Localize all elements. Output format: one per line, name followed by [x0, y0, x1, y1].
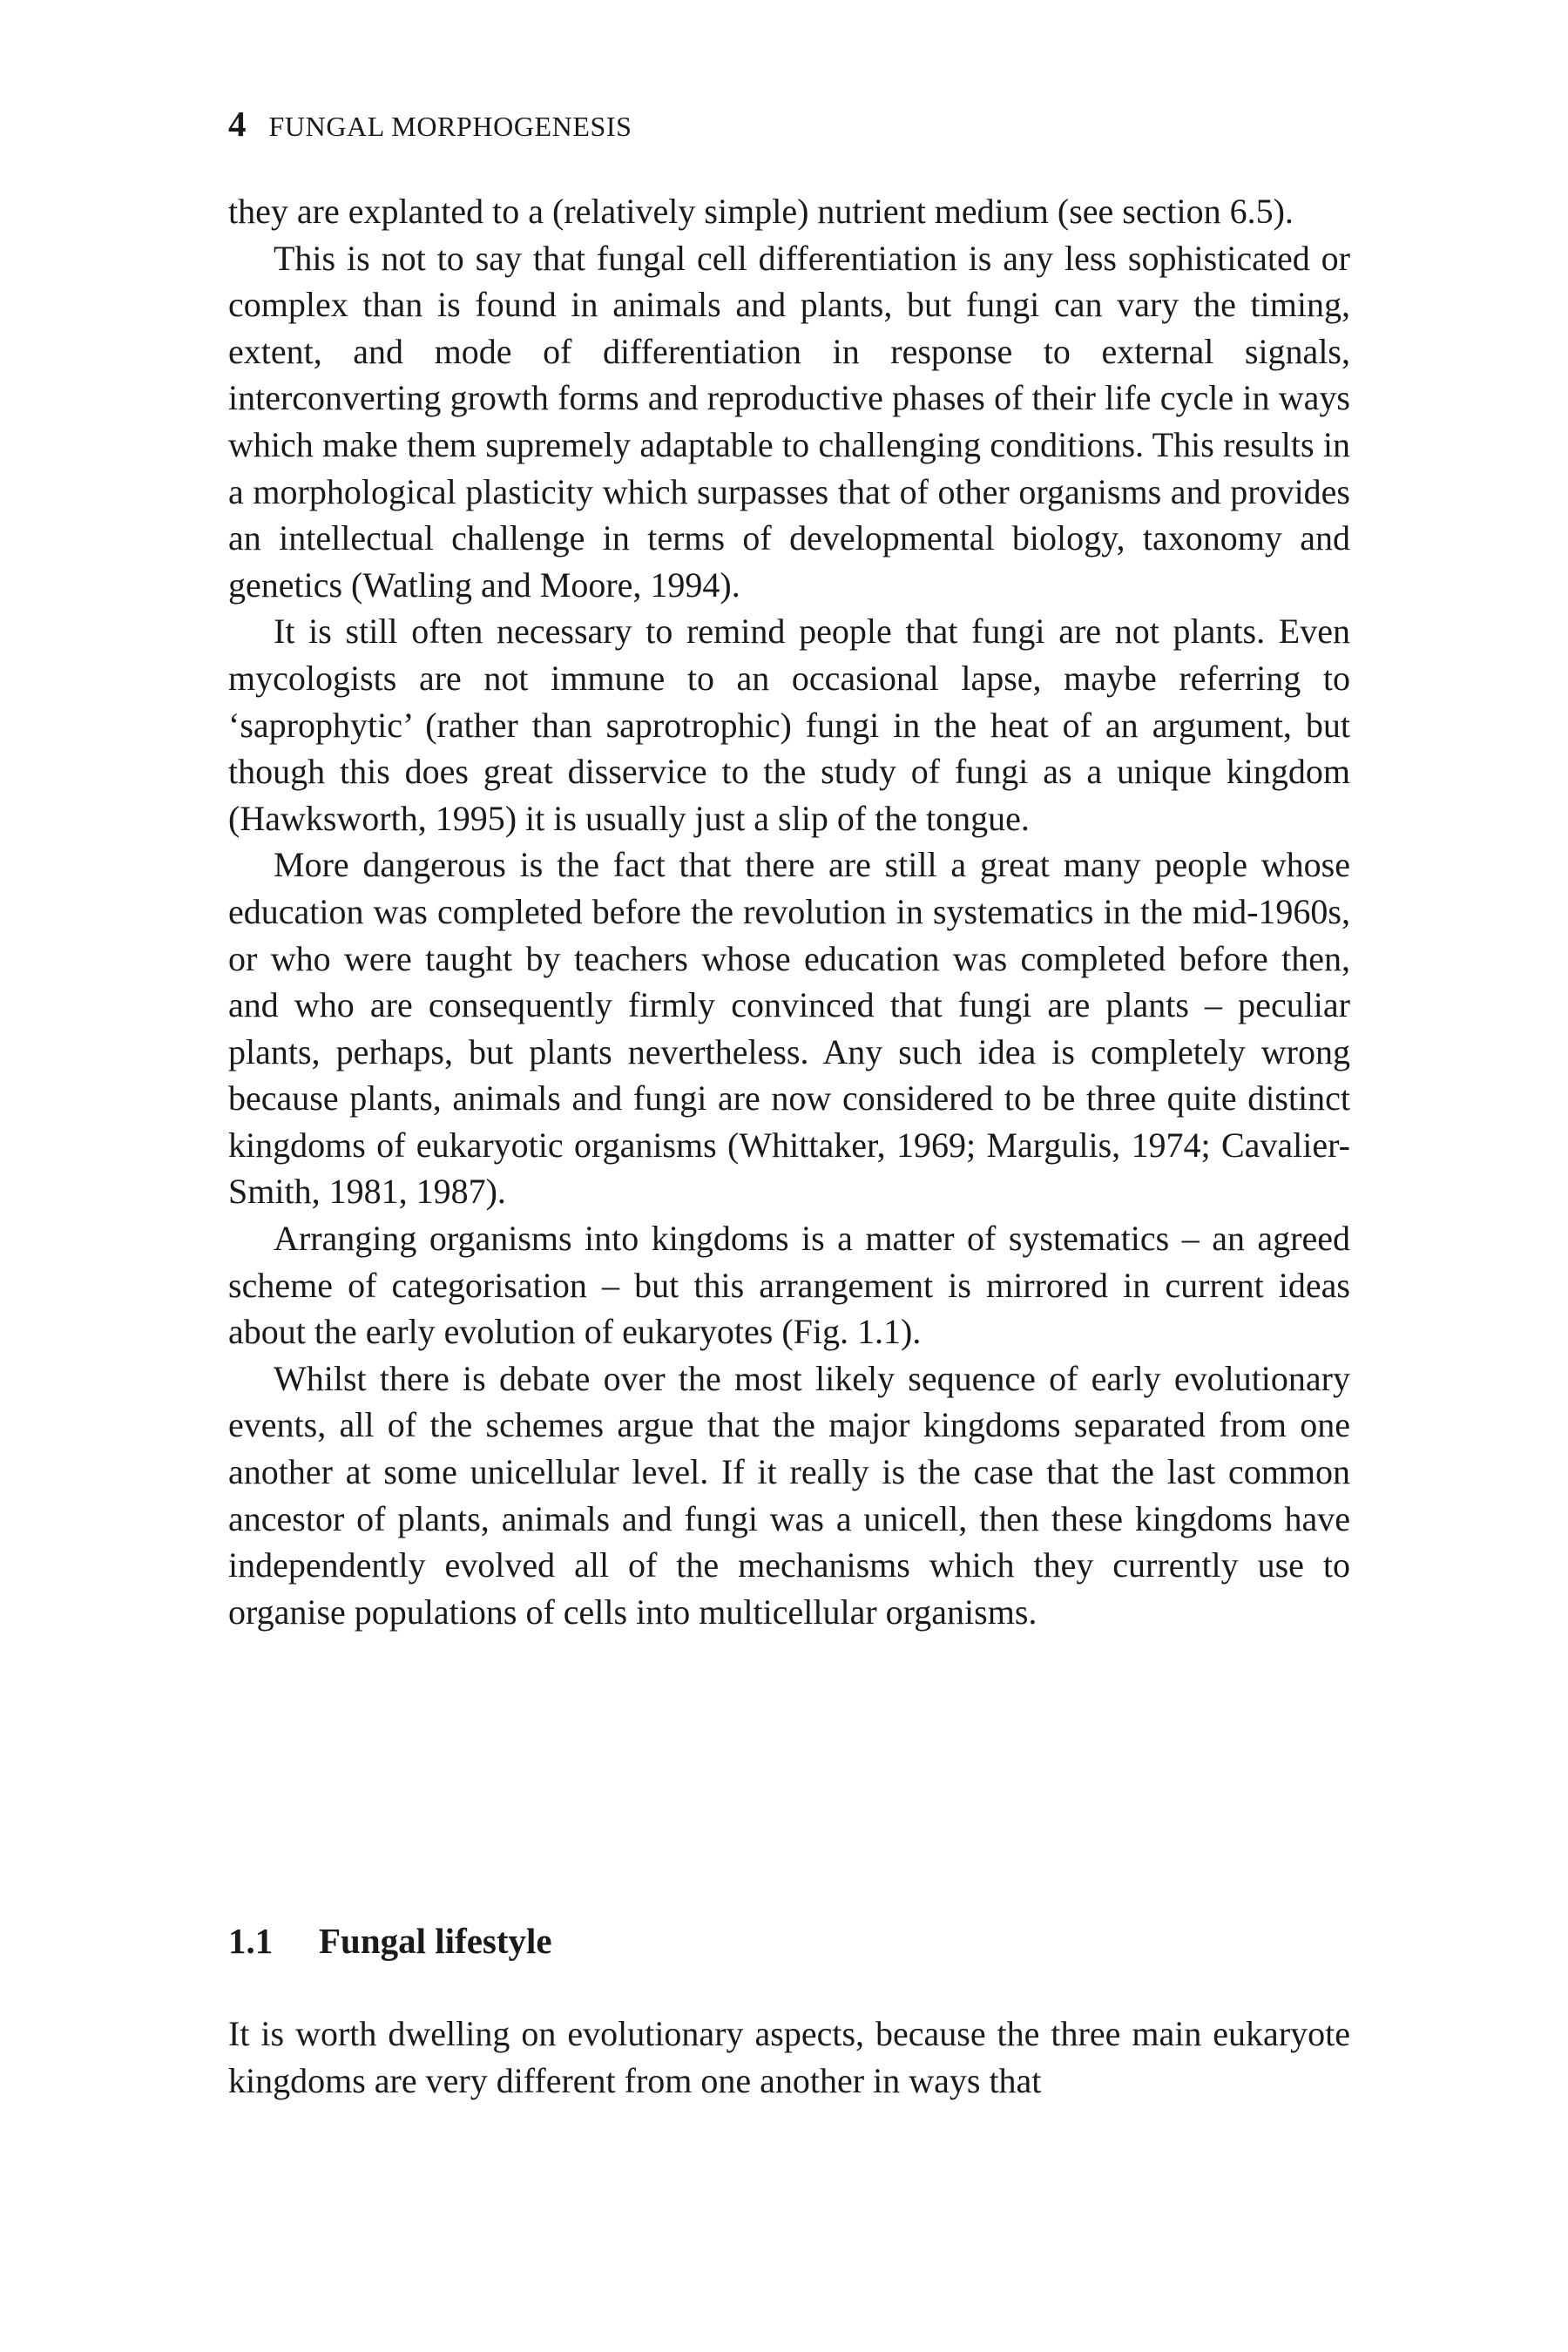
paragraph: More dangerous is the fact that there are still a great many people whose education was completed before the revolution in systematics in the mid-1960s, or who were taught by teachers whose education was completed before then, and who are consequently firmly convinced that fungi are plants – peculiar plants, perhaps, but plants nevertheless. Any such idea is completely wrong because plants, animals and fungi are now considered to be three quite distinct kingdoms of eukaryotic organisms (Whittaker, 1969; Margulis, 1974; Cavalier-Smith, 1981, 1987).: [228, 845, 1350, 1212]
page-number: 4: [228, 104, 247, 144]
paragraph: Arranging organisms into kingdoms is a matter of systematics – an agreed scheme of categorisation – but this arrangement is mirrored in current ideas about the early evolution of eukaryotes (Fig. 1.1).: [228, 1219, 1350, 1352]
section-heading: [228, 1916, 552, 1965]
section-number: 1.1: [228, 1921, 274, 1961]
paragraph: Whilst there is debate over the most likely sequence of early evolutionary events, all of the schemes argue that the major kingdoms separated from one another at some unicellular level. If it really is the case that the last common ancestor of plants, animals and fungi was a unicell, then these kingdoms have independently evolved all of the mechanisms which they currently use to organise populations of cells into multicellular organisms.: [228, 1358, 1350, 1632]
running-title: FUNGAL MORPHOGENESIS: [268, 111, 632, 142]
section-paragraph: It is worth dwelling on evolutionary aspects, because the three main eukaryote kingdoms are very different from one another in ways that: [228, 2014, 1350, 2100]
section-body: [228, 2011, 1350, 2104]
body-text: [228, 188, 1350, 1635]
paragraph: It is still often necessary to remind people that fungi are not plants. Even mycologists are not immune to an occasional lapse, maybe referring to ‘saprophytic’ (rather than saprotrophic) fungi in the heat of an argument, but though this does great disservice to the study of fungi as a unique kingdom (Hawksworth, 1995) it is usually just a slip of the tongue.: [228, 612, 1350, 838]
paragraph: This is not to say that fungal cell differentiation is any less sophisticated or complex than is found in animals and plants, but fungi can vary the timing, extent, and mode of differentiation in response to external signals, interconverting growth forms and reproductive phases of their life cycle in ways which make them supremely adaptable to challenging conditions. This results in a morphological plasticity which surpasses that of other organisms and provides an intellectual challenge in terms of developmental biology, taxonomy and genetics (Watling and Moore, 1994).: [228, 238, 1350, 605]
section-title: Fungal lifestyle: [319, 1921, 552, 1961]
running-head: [228, 103, 632, 146]
paragraph-continued: they are explanted to a (relatively simple) nutrient medium (see section 6.5).: [228, 192, 1294, 231]
